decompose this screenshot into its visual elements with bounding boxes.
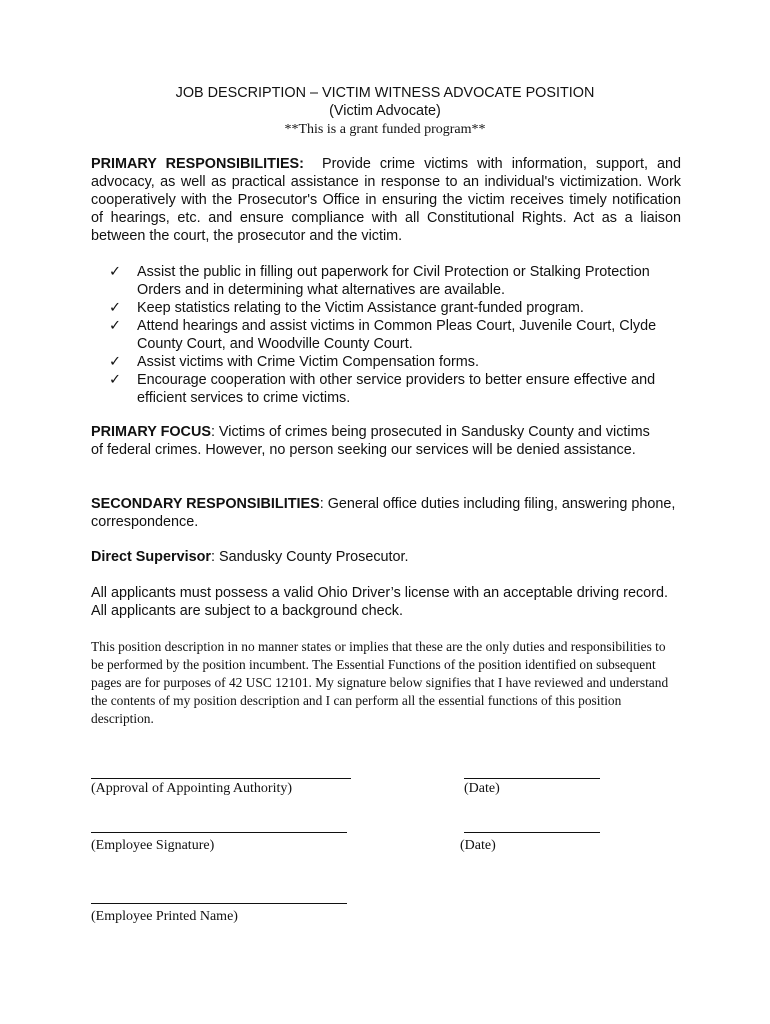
check-icon: ✓ — [109, 300, 122, 316]
grant-note-text: **This is a grant funded program** — [284, 122, 486, 137]
secondary-responsibilities-paragraph — [91, 495, 681, 531]
primary-responsibilities-text: Provide crime victims with information, support, and advocacy, as well as practical assistance in response to an individual's victimization. Work cooperatively with the Prosecutor's Office in ensuring the victim receives timely notification of hearings, etc. and ensure compliance with all Constitutional Rights. Act as a liaison between the court, the prosecutor and the victim. — [91, 156, 681, 244]
list-item: ✓ Assist the public in filling out paperwork for Civil Protection or Stalking Protection Orders and in determining what alternatives are available. — [109, 264, 650, 298]
approval-label: (Approval of Appointing Authority) — [91, 781, 293, 796]
responsibilities-checklist — [109, 263, 679, 407]
secondary-responsibilities-text: : General office duties including filing, answering phone, correspondence. — [91, 496, 676, 530]
list-item: ✓ Keep statistics relating to the Victim Assistance grant-funded program. — [109, 300, 584, 316]
primary-responsibilities-label: PRIMARY RESPONSIBILITIES: — [91, 156, 304, 172]
check-icon: ✓ — [109, 318, 122, 334]
primary-focus-label: PRIMARY FOCUS — [91, 424, 211, 440]
approval-signature-line[interactable] — [91, 778, 351, 779]
approval-date-label: (Date) — [464, 781, 500, 796]
requirements-paragraph — [91, 584, 681, 620]
check-icon: ✓ — [109, 354, 122, 370]
direct-supervisor-text: : Sandusky County Prosecutor. — [210, 549, 409, 565]
list-item: ✓ Assist victims with Crime Victim Compensation forms. — [109, 354, 479, 370]
document-title — [0, 84, 770, 102]
direct-supervisor-paragraph — [91, 548, 681, 566]
subtitle-text: (Victim Advocate) — [329, 103, 441, 119]
document-subtitle — [0, 102, 770, 120]
primary-focus-text: : Victims of crimes being prosecuted in Sandusky County and victims of federal crimes. However, no person seeking our services will be denied assistance. — [91, 424, 650, 458]
employee-signature-line[interactable] — [91, 832, 347, 833]
requirements-text: All applicants must possess a valid Ohio Driver’s license with an acceptable driving record. All applicants are subject to a background check. — [91, 585, 668, 619]
check-icon: ✓ — [109, 264, 122, 280]
employee-printed-name-label: (Employee Printed Name) — [91, 909, 238, 924]
approval-date-line[interactable] — [464, 778, 600, 779]
grant-note — [0, 121, 770, 138]
title-text: JOB DESCRIPTION – VICTIM WITNESS ADVOCATE POSITION — [175, 85, 595, 101]
check-icon: ✓ — [109, 372, 122, 388]
employee-printed-name-line[interactable] — [91, 903, 347, 904]
employee-date-line[interactable] — [464, 832, 600, 833]
list-item: ✓ Attend hearings and assist victims in Common Pleas Court, Juvenile Court, Clyde County Court, and Woodville County Court. — [109, 318, 657, 352]
secondary-responsibilities-label: SECONDARY RESPONSIBILITIES — [91, 496, 320, 512]
primary-focus-paragraph — [91, 423, 651, 459]
disclaimer-paragraph — [91, 638, 679, 728]
employee-date-label: (Date) — [460, 838, 496, 853]
disclaimer-text: This position description in no manner states or implies that these are the only duties and responsibilities to be performed by the position incumbent. The Essential Functions of the position identified on subsequent pages are for purposes of 42 USC 12101. My signature below signifies that I have reviewed and understand the contents of my position description and I can perform all the essential functions of this position description. — [91, 639, 669, 726]
list-item: ✓ Encourage cooperation with other service providers to better ensure effective and efficient services to crime victims. — [109, 372, 656, 406]
direct-supervisor-label: Direct Supervisor — [91, 549, 211, 565]
primary-responsibilities-paragraph — [91, 155, 681, 245]
employee-signature-label: (Employee Signature) — [91, 838, 215, 853]
